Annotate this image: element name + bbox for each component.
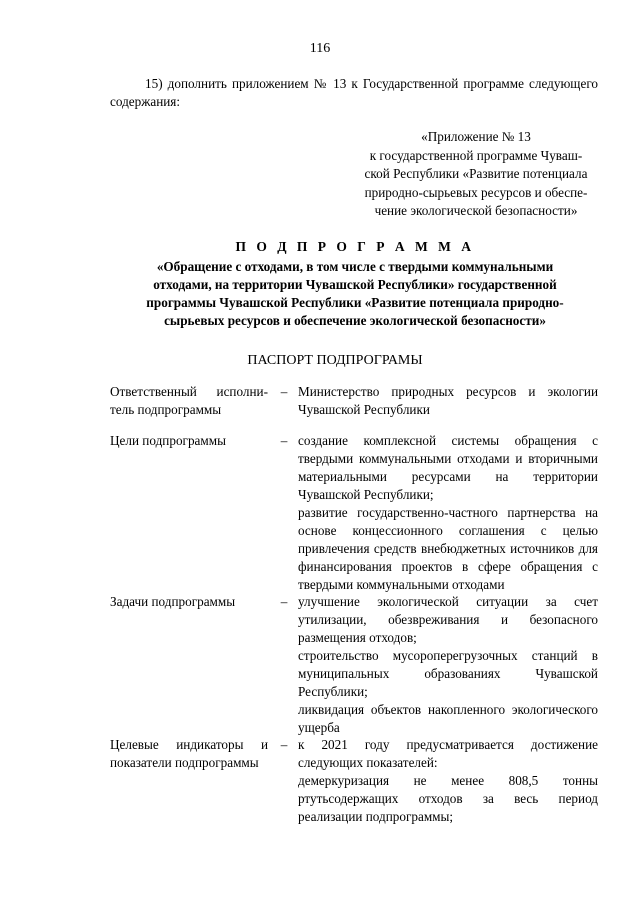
appendix-line: ской Республики «Развитие потенциала xyxy=(364,166,588,181)
content-paragraph: создание комплексной системы обращения с твердыми коммунальными отходами и вторичными материальными ресурсами на территории Чувашской Республики; xyxy=(298,433,598,502)
row-dash: – xyxy=(280,433,288,448)
subprogram-word: П О Д П Р О Г Р А М М А xyxy=(235,239,475,254)
row-label: Целевые индикаторы и показатели подпрограммы xyxy=(110,737,268,770)
row-content xyxy=(298,383,598,419)
subprogram-title xyxy=(108,238,602,330)
intro-paragraph: 15) дополнить приложением № 13 к Государственной программе следующего содержания: xyxy=(110,76,598,109)
appendix-line: «Приложение № 13 xyxy=(421,129,531,144)
row-content xyxy=(298,593,598,737)
content-paragraph: к 2021 году предусматривается достижение следующих показателей: xyxy=(298,737,598,770)
appendix-line: к государственной программе Чуваш- xyxy=(369,147,583,163)
row-content xyxy=(298,736,598,826)
content-paragraph: демеркуризация не менее 808,5 тонны ртутьсодержащих отходов за весь период реализации подпрограммы; xyxy=(298,773,598,824)
row-label: Ответственный исполни-тель подпрограммы xyxy=(110,384,268,417)
appendix-line: чение экологической безопасности» xyxy=(374,203,578,218)
content-paragraph: строительство мусороперегрузочных станций в муниципальных образованиях Чувашской Республики; xyxy=(298,648,598,699)
content-paragraph: Министерство природных ресурсов и экологии Чувашской Республики xyxy=(298,384,598,417)
row-dash: – xyxy=(280,737,288,752)
content-paragraph: ликвидация объектов накопленного экологического ущерба xyxy=(298,702,598,735)
row-label: Задачи подпрограммы xyxy=(110,594,236,609)
row-dash: – xyxy=(280,384,288,399)
content-paragraph: развитие государственно-частного партнерства на основе концессионного соглашения с целью привлечения средств внебюджетных источников для финансирования проектов в сфере обращения с твердыми коммунальными отходами xyxy=(298,505,598,592)
row-label: Цели подпрограммы xyxy=(110,433,226,448)
content-paragraph: улучшение экологической ситуации за счет утилизации, обезвреживания и безопасного размещения отходов; xyxy=(298,594,598,645)
title-line: сырьевых ресурсов и обеспечение экологической безопасности» xyxy=(164,313,546,328)
row-dash: – xyxy=(280,594,288,609)
appendix-heading xyxy=(354,128,598,221)
row-content xyxy=(298,432,598,594)
title-line: программы Чувашской Республики «Развитие потенциала природно- xyxy=(146,295,564,310)
page-number: 116 xyxy=(309,41,331,56)
title-line: «Обращение с отходами, в том числе с твердыми коммунальными xyxy=(156,259,554,274)
title-line: отходами, на территории Чувашской Республики» государственной xyxy=(153,277,557,292)
passport-title: ПАСПОРТ ПОДПРОГРАМЫ xyxy=(247,353,423,368)
appendix-line: природно-сырьевых ресурсов и обеспе- xyxy=(364,184,588,200)
